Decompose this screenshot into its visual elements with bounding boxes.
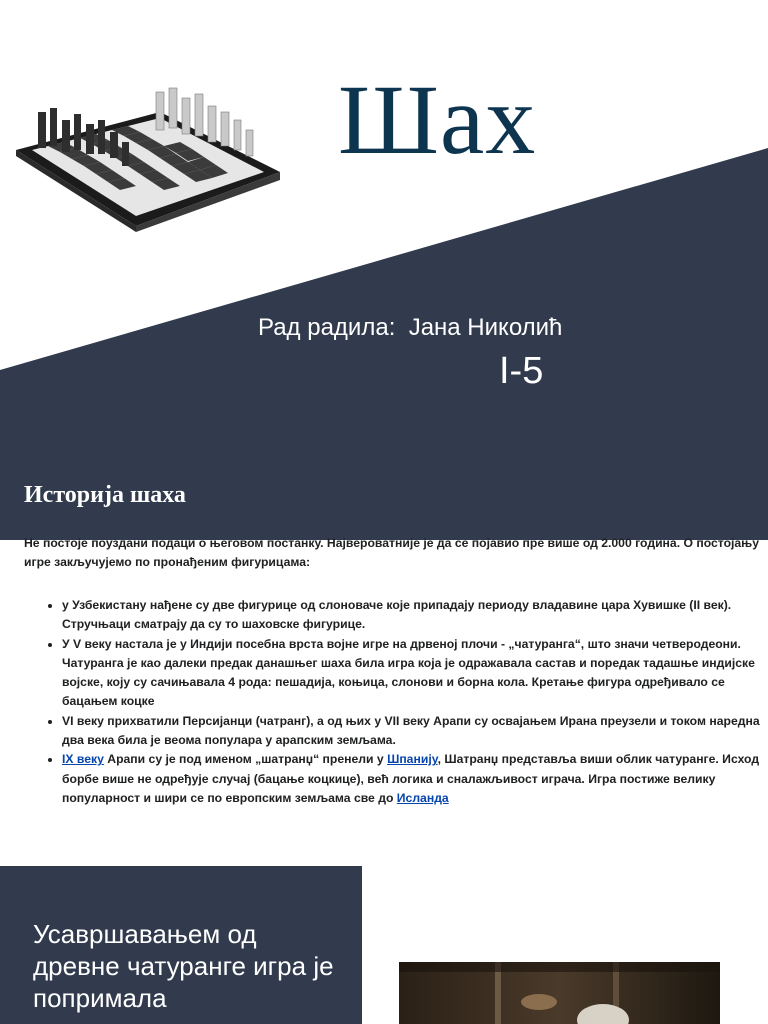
list-item: • VI веку прихватили Персијанци (чатранг), а од њих у VII веку Арапи су освајањем Ирана преузели и током наредна два века била је веома популара у арапским земљама. [62, 712, 768, 751]
second-slide [0, 866, 768, 1024]
history-content [0, 534, 768, 844]
section-title: Историја шаха [24, 482, 186, 508]
list-item [62, 750, 768, 808]
author-line: Рад радила: Јана Николић [258, 314, 563, 341]
class-label: I-5 [499, 350, 544, 392]
link-iceland[interactable]: Исланда [396, 790, 449, 805]
link-ninth-century[interactable]: IX веку [62, 752, 104, 767]
list-item: • У V веку настала је у Индији посебна врста војне игре на дрвеној плочи - „чатуранга“, што значи четверодеони. Чатуранга је као далеки предак данашњег шаха била игра која је одражавала састав и поредак тадашње индијске војске, коју су сачињавала 4 рода: пешадија, коњица, слонови и борна кола. Кретање фигура одређивало се бацањем коцке [62, 635, 768, 712]
chessboard-illustration [14, 86, 282, 232]
link-spain[interactable]: Шпанију [387, 752, 438, 767]
fact4-text-a: Арапи су је под именом „шатранџ“ пренели у [103, 752, 388, 767]
facts-list [24, 596, 768, 808]
fact4-text-b: , Шатранџ представља виши облик чатуранге. Исход борбе више не одређује случај (бацање коцкице), већ логика и сналажљивост играча. Игра постиже велику популарност и шири се по европским земљама све до [62, 752, 760, 805]
panel-text: Усавршавањем од древне чатуранге игра је попримала [33, 919, 334, 1013]
text-panel [0, 866, 362, 1024]
presentation-title: Шах [338, 64, 537, 175]
list-item: • у Узбекистану нађене су две фигурице од слоноваче које припадају периоду владавине цара Хувишке (II век). Стручњаци сматрају да су то шаховске фигурице. [62, 596, 768, 635]
chess-painting-image [399, 962, 720, 1024]
intro-paragraph: Не постоје поуздани подаци о његовом постанку. Највероватније је да се појавио пре више од 2.000 година. О постојању игре закључујемо по пронађеним фигурицама: [24, 536, 759, 570]
